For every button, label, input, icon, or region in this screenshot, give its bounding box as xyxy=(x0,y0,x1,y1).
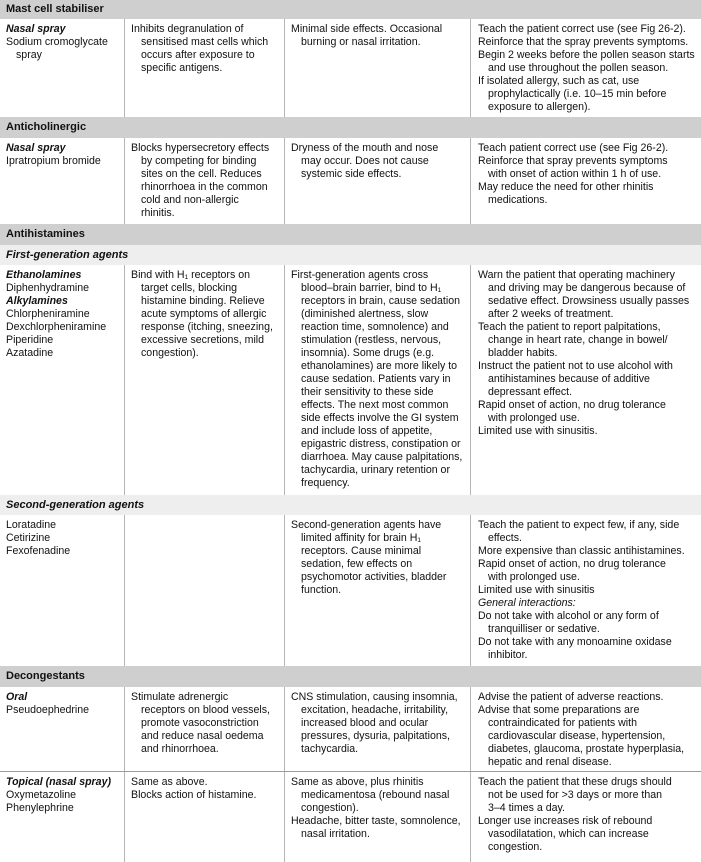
text-line: sites on the cell. Reduces xyxy=(141,168,262,180)
mechanism-cell xyxy=(124,772,284,862)
nursing-cell xyxy=(470,265,701,495)
section-title: Anticholinergic xyxy=(6,121,87,133)
text-line: congestion. xyxy=(488,841,543,853)
subsection-title: Second-generation agents xyxy=(6,499,145,511)
text-line: Bind with H₁ receptors on xyxy=(131,269,250,281)
drug-name: spray xyxy=(16,49,42,61)
text-line: cause sedation. Patients vary in xyxy=(301,373,451,385)
drug-class-label: Alkylamines xyxy=(6,295,68,307)
text-line: cold and non-allergic xyxy=(141,194,239,206)
text-line: histamine binding. Relieve xyxy=(141,295,265,307)
text-line: Minimal side effects. Occasional xyxy=(291,23,443,35)
text-line: not be used for >3 days or more than xyxy=(488,789,663,801)
text-line: Reinforce that spray prevents symptoms xyxy=(478,155,668,167)
text-line: vasodilatation, which can increase xyxy=(488,828,649,840)
text-line: function. xyxy=(301,584,342,596)
text-line: cardiovascular disease, hypertension, xyxy=(488,730,666,742)
drug-name: Pseudoephedrine xyxy=(6,704,90,716)
mechanism-cell xyxy=(124,515,284,666)
table-row-first-generation xyxy=(0,265,701,495)
text-line: tachycardia. xyxy=(301,743,359,755)
text-line: side effects involve the GI system xyxy=(301,412,459,424)
text-line: contraindicated for patients with xyxy=(488,717,637,729)
text-line: with onset of action within 1 h of use. xyxy=(488,168,662,180)
text-line: If isolated allergy, such as cat, use xyxy=(478,75,640,87)
text-line: acute symptoms of allergic xyxy=(141,308,267,320)
table-row-mast-cell xyxy=(0,19,701,117)
drug-name: Loratadine xyxy=(6,519,57,531)
text-line: with prolonged use. xyxy=(488,412,580,424)
table-row-anticholinergic xyxy=(0,138,701,224)
text-line: Teach the patient that these drugs should xyxy=(478,776,672,788)
text-line: sedation, few effects on xyxy=(301,558,413,570)
text-line: Advise that some preparations are xyxy=(478,704,640,716)
text-line: stimulation (restless, nervous, xyxy=(301,334,442,346)
text-line: burning or nasal irritation. xyxy=(301,36,421,48)
text-line: epigastric distress, constipation or xyxy=(301,438,461,450)
text-line: congestion). xyxy=(301,802,359,814)
text-line: receptors in brain, cause sedation xyxy=(301,295,460,307)
route-label: Nasal spray xyxy=(6,142,66,154)
route-label: Nasal spray xyxy=(6,23,66,35)
text-line: frequency. xyxy=(301,477,350,489)
nursing-cell xyxy=(470,515,701,666)
text-line: systemic side effects. xyxy=(301,168,402,180)
text-line: promote vasoconstriction xyxy=(141,717,259,729)
text-line: specific antigens. xyxy=(141,62,223,74)
text-line: reaction time, somnolence) and xyxy=(301,321,449,333)
text-line: Headache, bitter taste, somnolence, xyxy=(291,815,461,827)
text-line: Stimulate adrenergic xyxy=(131,691,229,703)
side-effects-cell xyxy=(284,138,470,224)
text-line: excessive secretions, mild xyxy=(141,334,265,346)
text-line: insomnia). Some drugs (e.g. xyxy=(301,347,435,359)
text-line: and driving may be dangerous because of xyxy=(488,282,686,294)
drug-name: Dexchlorpheniramine xyxy=(6,321,107,333)
table-row-second-generation xyxy=(0,515,701,666)
text-line: effects. xyxy=(488,532,522,544)
subsection-title: First-generation agents xyxy=(6,249,129,261)
text-line: prophylactically (i.e. 10–15 min before xyxy=(488,88,667,100)
text-line: Same as above. xyxy=(131,776,208,788)
text-line: excitation, headache, irritability, xyxy=(301,704,449,716)
text-line: nasal irritation. xyxy=(301,828,370,840)
drug-name: Fexofenadine xyxy=(6,545,71,557)
text-line: Do not take with alcohol or any form of xyxy=(478,610,659,622)
drug-name: Oxymetazoline xyxy=(6,789,77,801)
text-line: tranquilliser or sedative. xyxy=(488,623,600,635)
drug-name-cell xyxy=(0,515,124,666)
text-line: (diminished alertness, slow xyxy=(301,308,429,320)
section-header-decongestants xyxy=(0,666,701,687)
side-effects-cell xyxy=(284,265,470,495)
text-line: tachycardia, urinary retention or xyxy=(301,464,450,476)
drug-name-cell xyxy=(0,687,124,771)
text-line: First-generation agents cross xyxy=(291,269,429,281)
section-header-mast-cell xyxy=(0,0,701,19)
section-title: Decongestants xyxy=(6,670,85,682)
route-label: Topical (nasal spray) xyxy=(6,776,111,788)
text-line: Blocks hypersecretory effects xyxy=(131,142,270,154)
text-line: Limited use with sinusitis. xyxy=(478,425,598,437)
table-row-topical xyxy=(0,772,701,862)
mechanism-cell xyxy=(124,19,284,117)
text-line: sensitised mast cells which xyxy=(141,36,269,48)
section-title: Mast cell stabiliser xyxy=(6,3,104,15)
text-line: Dryness of the mouth and nose xyxy=(291,142,439,154)
text-line: General interactions: xyxy=(478,597,576,609)
drug-name-cell xyxy=(0,772,124,862)
text-line: response (itching, sneezing, xyxy=(141,321,273,333)
text-line: rhinitis. xyxy=(141,207,175,219)
drug-name: Phenylephrine xyxy=(6,802,74,814)
text-line: Warn the patient that operating machinery xyxy=(478,269,675,281)
drug-name: Sodium cromoglycate xyxy=(6,36,108,48)
drug-name-cell xyxy=(0,19,124,117)
drug-name-cell xyxy=(0,265,124,495)
text-line: receptors on blood vessels, xyxy=(141,704,270,716)
text-line: More expensive than classic antihistamines. xyxy=(478,545,685,557)
drug-name: Diphenhydramine xyxy=(6,282,90,294)
text-line: Teach patient correct use (see Fig 26-2). xyxy=(478,142,669,154)
text-line: rhinorrhoea in the common xyxy=(141,181,268,193)
text-line: Teach the patient to report palpitations, xyxy=(478,321,661,333)
nursing-cell xyxy=(470,19,701,117)
text-line: Longer use increases risk of rebound xyxy=(478,815,653,827)
mechanism-cell xyxy=(124,687,284,771)
text-line: medicamentosa (rebound nasal xyxy=(301,789,450,801)
subsection-second-generation xyxy=(0,495,701,515)
section-header-anticholinergic xyxy=(0,117,701,138)
drug-name: Ipratropium bromide xyxy=(6,155,101,167)
side-effects-cell xyxy=(284,515,470,666)
text-line: May reduce the need for other rhinitis xyxy=(478,181,654,193)
text-line: Second-generation agents have xyxy=(291,519,442,531)
subsection-first-generation xyxy=(0,245,701,265)
section-header-antihistamines xyxy=(0,224,701,245)
text-line: Instruct the patient not to use alcohol with xyxy=(478,360,673,372)
text-line: limited affinity for brain H₁ xyxy=(301,532,421,544)
text-line: Rapid onset of action, no drug tolerance xyxy=(478,558,666,570)
text-line: CNS stimulation, causing insomnia, xyxy=(291,691,458,703)
text-line: congestion). xyxy=(141,347,199,359)
nursing-cell xyxy=(470,687,701,771)
text-line: may occur. Does not cause xyxy=(301,155,429,167)
side-effects-cell xyxy=(284,687,470,771)
text-line: increased blood and ocular xyxy=(301,717,429,729)
text-line: with prolonged use. xyxy=(488,571,580,583)
text-line: occurs after exposure to xyxy=(141,49,255,61)
text-line: and reduce nasal oedema xyxy=(141,730,264,742)
text-line: 3–4 times a day. xyxy=(488,802,565,814)
text-line: and use throughout the pollen season. xyxy=(488,62,669,74)
text-line: medications. xyxy=(488,194,548,206)
drug-name: Chlorpheniramine xyxy=(6,308,90,320)
text-line: blood–brain barrier, bind to H₁ xyxy=(301,282,442,294)
drug-name-cell xyxy=(0,138,124,224)
text-line: Advise the patient of adverse reactions. xyxy=(478,691,664,703)
side-effects-cell xyxy=(284,19,470,117)
text-line: by competing for binding xyxy=(141,155,257,167)
text-line: Blocks action of histamine. xyxy=(131,789,257,801)
text-line: after 2 weeks of treatment. xyxy=(488,308,614,320)
text-line: receptors. Cause minimal xyxy=(301,545,422,557)
text-line: depressant effect. xyxy=(488,386,573,398)
text-line: psychomotor activities, bladder xyxy=(301,571,447,583)
text-line: pressures, dysuria, palpitations, xyxy=(301,730,450,742)
text-line: Rapid onset of action, no drug tolerance xyxy=(478,399,666,411)
text-line: hepatic and renal disease. xyxy=(488,756,612,768)
text-line: Do not take with any monoamine oxidase xyxy=(478,636,672,648)
text-line: Reinforce that the spray prevents symptoms. xyxy=(478,36,689,48)
text-line: ethanolamines) are more likely to xyxy=(301,360,458,372)
text-line: Teach the patient correct use (see Fig 26-2). xyxy=(478,23,686,35)
drug-name: Cetirizine xyxy=(6,532,51,544)
text-line: inhibitor. xyxy=(488,649,528,661)
text-line: Inhibits degranulation of xyxy=(131,23,244,35)
drug-class-label: Ethanolamines xyxy=(6,269,82,281)
text-line: Teach the patient to expect few, if any, side xyxy=(478,519,680,531)
text-line: their sensitivity to these side xyxy=(301,386,434,398)
text-line: Same as above, plus rhinitis xyxy=(291,776,424,788)
text-line: antihistamines because of additive xyxy=(488,373,650,385)
text-line: change in heart rate, change in bowel/ xyxy=(488,334,668,346)
text-line: bladder habits. xyxy=(488,347,558,359)
text-line: and include loss of appetite, xyxy=(301,425,433,437)
nursing-cell xyxy=(470,772,701,862)
table-row-oral xyxy=(0,687,701,771)
text-line: effects. The next most common xyxy=(301,399,449,411)
text-line: exposure to allergen). xyxy=(488,101,591,113)
drug-name: Azatadine xyxy=(6,347,54,359)
text-line: Limited use with sinusitis xyxy=(478,584,595,596)
mechanism-cell xyxy=(124,265,284,495)
text-line: and rhinorrhoea. xyxy=(141,743,219,755)
text-line: diabetes, glaucoma, prostate hyperplasia, xyxy=(488,743,685,755)
drug-name: Piperidine xyxy=(6,334,54,346)
section-title: Antihistamines xyxy=(6,228,85,240)
route-label: Oral xyxy=(6,691,28,703)
side-effects-cell xyxy=(284,772,470,862)
text-line: Begin 2 weeks before the pollen season starts xyxy=(478,49,695,61)
text-line: diarrhoea. May cause palpitations, xyxy=(301,451,463,463)
mechanism-cell xyxy=(124,138,284,224)
text-line: sedative effect. Drowsiness usually passes xyxy=(488,295,690,307)
nursing-cell xyxy=(470,138,701,224)
text-line: target cells, blocking xyxy=(141,282,237,294)
